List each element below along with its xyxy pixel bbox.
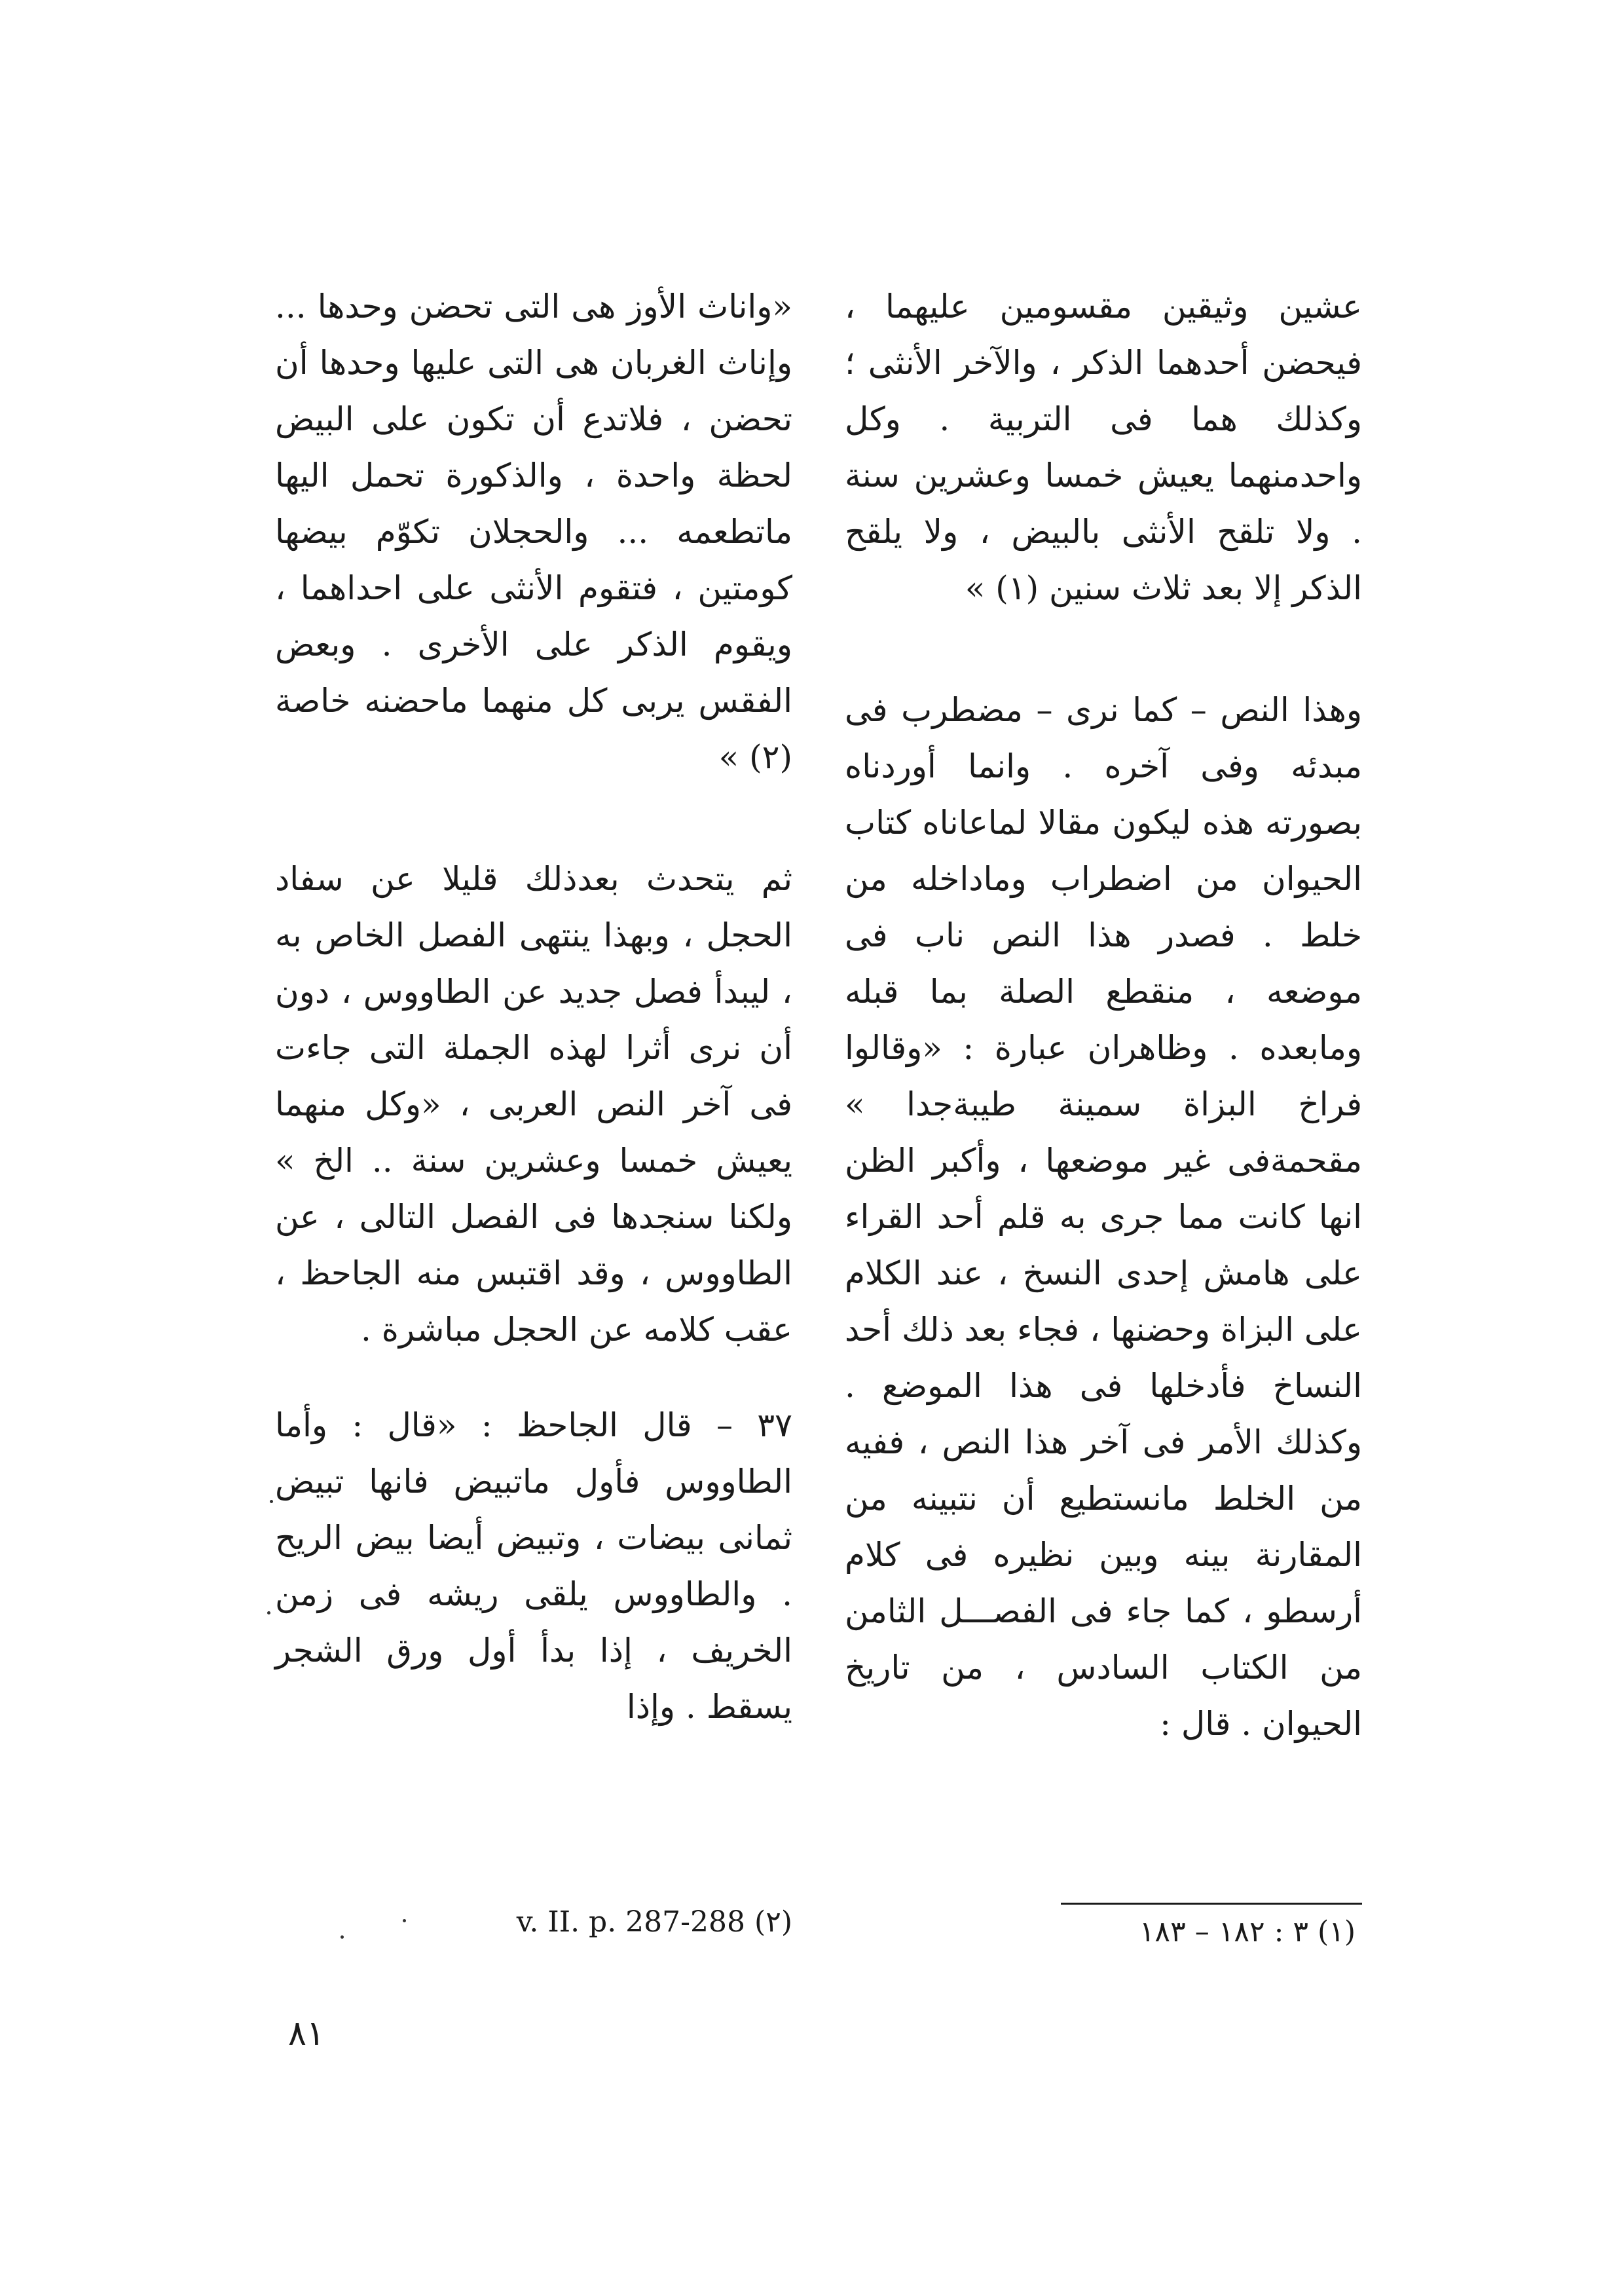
scan-speck [403, 1919, 406, 1922]
scan-speck [267, 1611, 270, 1614]
left-paragraph-quote: «واناث الأوز هى التى تحضن وحدها ... وإناث الغربان هى التى عليها وحدها أن تحضن ، فلاتدع أن تكون على البيض لحظة واحدة ، والذكورة تحمل اليها ماتطعمه ... والحجلان تكوّم بيضها كومتين ، فتقوم الأنثى على احداهما ، ويقوم الذكر على الأخرى . وبعض الفقس يربى كل منهما ماحضنه خاصة (٢) » [275, 288, 792, 776]
footnote-1: (١) ٣ : ١٨٢ – ١٨٣ [1139, 1915, 1356, 1949]
scan-speck [270, 1500, 273, 1503]
paragraph-spacer [275, 1358, 792, 1397]
right-text-column [845, 278, 1362, 1752]
paragraph-spacer [845, 616, 1362, 682]
right-paragraph-quote-end: عشين وثيقين مقسومين عليهما ، فيحضن أحدهما الذكر ، والآخر الأنثى ؛ وكذلك هما فى التربية . وكل واحدمنهما يعيش خمسا وعشرين سنة . ولا تلقح الأنثى بالبيض ، ولا يلقح الذكر إلا بعد ثلاث سنين (١) » [845, 288, 1362, 607]
footnote-2: (٢) v. II. p. 287-288 [516, 1905, 792, 1939]
page-number: ٨١ [288, 2014, 325, 2053]
left-paragraph-commentary: ثم يتحدث بعدذلك قليلا عن سفاد الحجل ، وبهذا ينتهى الفصل الخاص به ، ليبدأ فصل جديد عن الطاووس ، دون أن نرى أثرا لهذه الجملة التى جاءت فى آخر النص العربى ، «وكل منهما يعيش خمسا وعشرين سنة .. الخ » ولكنا سنجدها فى الفصل التالى ، عن الطاووس ، وقد اقتبس منه الجاحظ ، عقب كلامه عن الحجل مباشرة . [275, 860, 792, 1349]
paragraph-spacer [275, 785, 792, 851]
right-paragraph-commentary: وهذا النص – كما نرى – مضطرب فى مبدئه وفى آخره . وانما أوردناه بصورته هذه ليكون مقالا لماعاناه كتاب الحيوان من اضطراب وماداخله من خلط . فصدر هذا النص ناب فى موضعه ، منقطع الصلة بما قبله ومابعده . وظاهران عبارة : «وقالوا فراخ البزاة سمينة طيبةجدا » مقحمةفى غير موضعها ، وأكبر الظن انها كانت مما جرى به قلم أحد القراء على هامش إحدى النسخ ، عند الكلام على البزاة وحضنها ، فجاء بعد ذلك أحد النساخ فأدخلها فى هذا الموضع . وكذلك الأمر فى آخر هذا النص ، ففيه من الخلط مانستطيع أن نتبينه من المقارنة بينه وبين نظيره فى كلام أرسطو ، كما جاء فى الفصـــل الثامن من الكتاب السادس ، من تاريخ الحيوان . قال : [845, 691, 1362, 1743]
footnote-divider [1061, 1903, 1362, 1905]
scan-speck [341, 1935, 344, 1939]
left-paragraph-section-37: ٣٧ – قال الجاحظ : «قال : وأما الطاووس فأول ماتبيض فانها تبيض ثمانى بيضات ، وتبيض أيضا بيض الريح . والطاووس يلقى ريشه فى زمن الخريف ، إذا بدأ أول ورق الشجر يسقط . وإذا [275, 1406, 792, 1726]
left-text-column [275, 278, 792, 1735]
